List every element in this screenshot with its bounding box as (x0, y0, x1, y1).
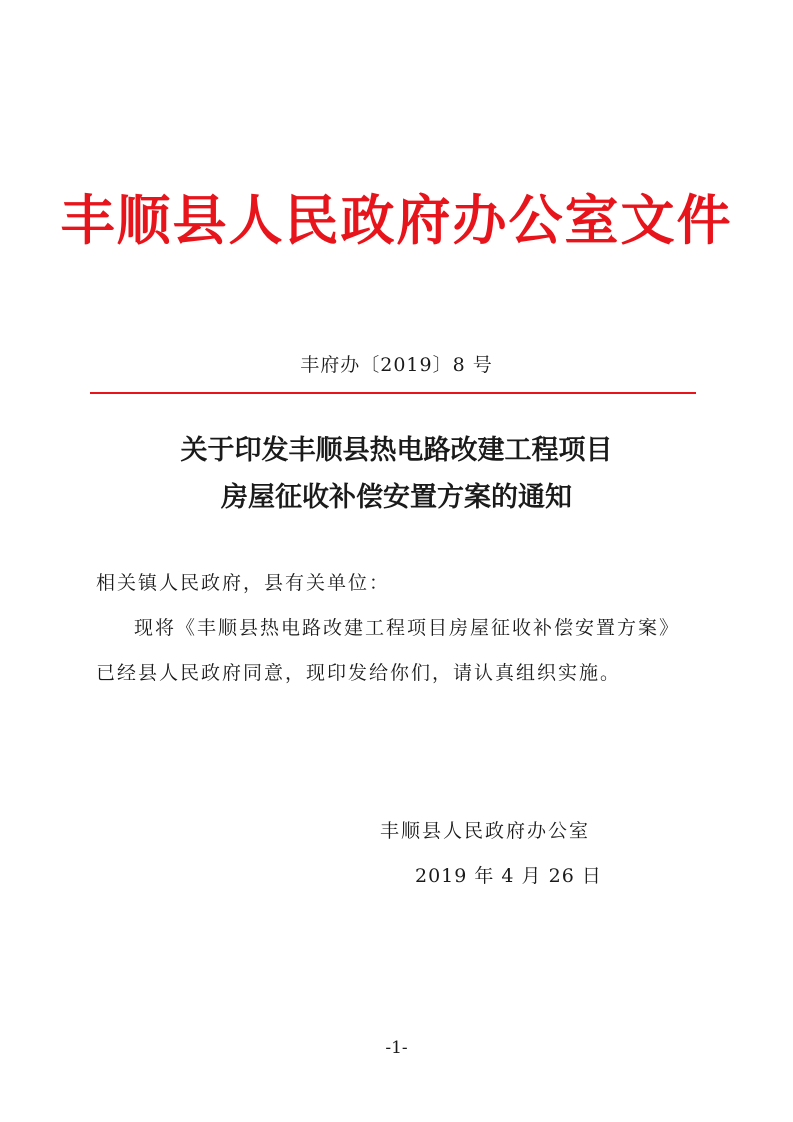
notice-title-line-2: 房屋征收补偿安置方案的通知 (221, 482, 572, 513)
page-number: -1- (385, 1038, 408, 1058)
red-divider-line (90, 392, 696, 394)
signer-name: 丰顺县人民政府办公室 (380, 820, 591, 842)
salutation: 相关镇人民政府，县有关单位： (96, 572, 391, 594)
issuer-title: 丰顺县人民政府办公室文件 (60, 189, 733, 252)
body-paragraph-line-1: 现将《丰顺县热电路改建工程项目房屋征收补偿安置方案》 (134, 617, 681, 639)
issue-date: 2019 年 4 月 26 日 (415, 865, 602, 887)
document-number: 丰府办〔2019〕8 号 (300, 354, 493, 376)
notice-title-line-1: 关于印发丰顺县热电路改建工程项目 (180, 435, 613, 466)
body-paragraph-line-2: 已经县人民政府同意，现印发给你们，请认真组织实施。 (96, 662, 622, 684)
